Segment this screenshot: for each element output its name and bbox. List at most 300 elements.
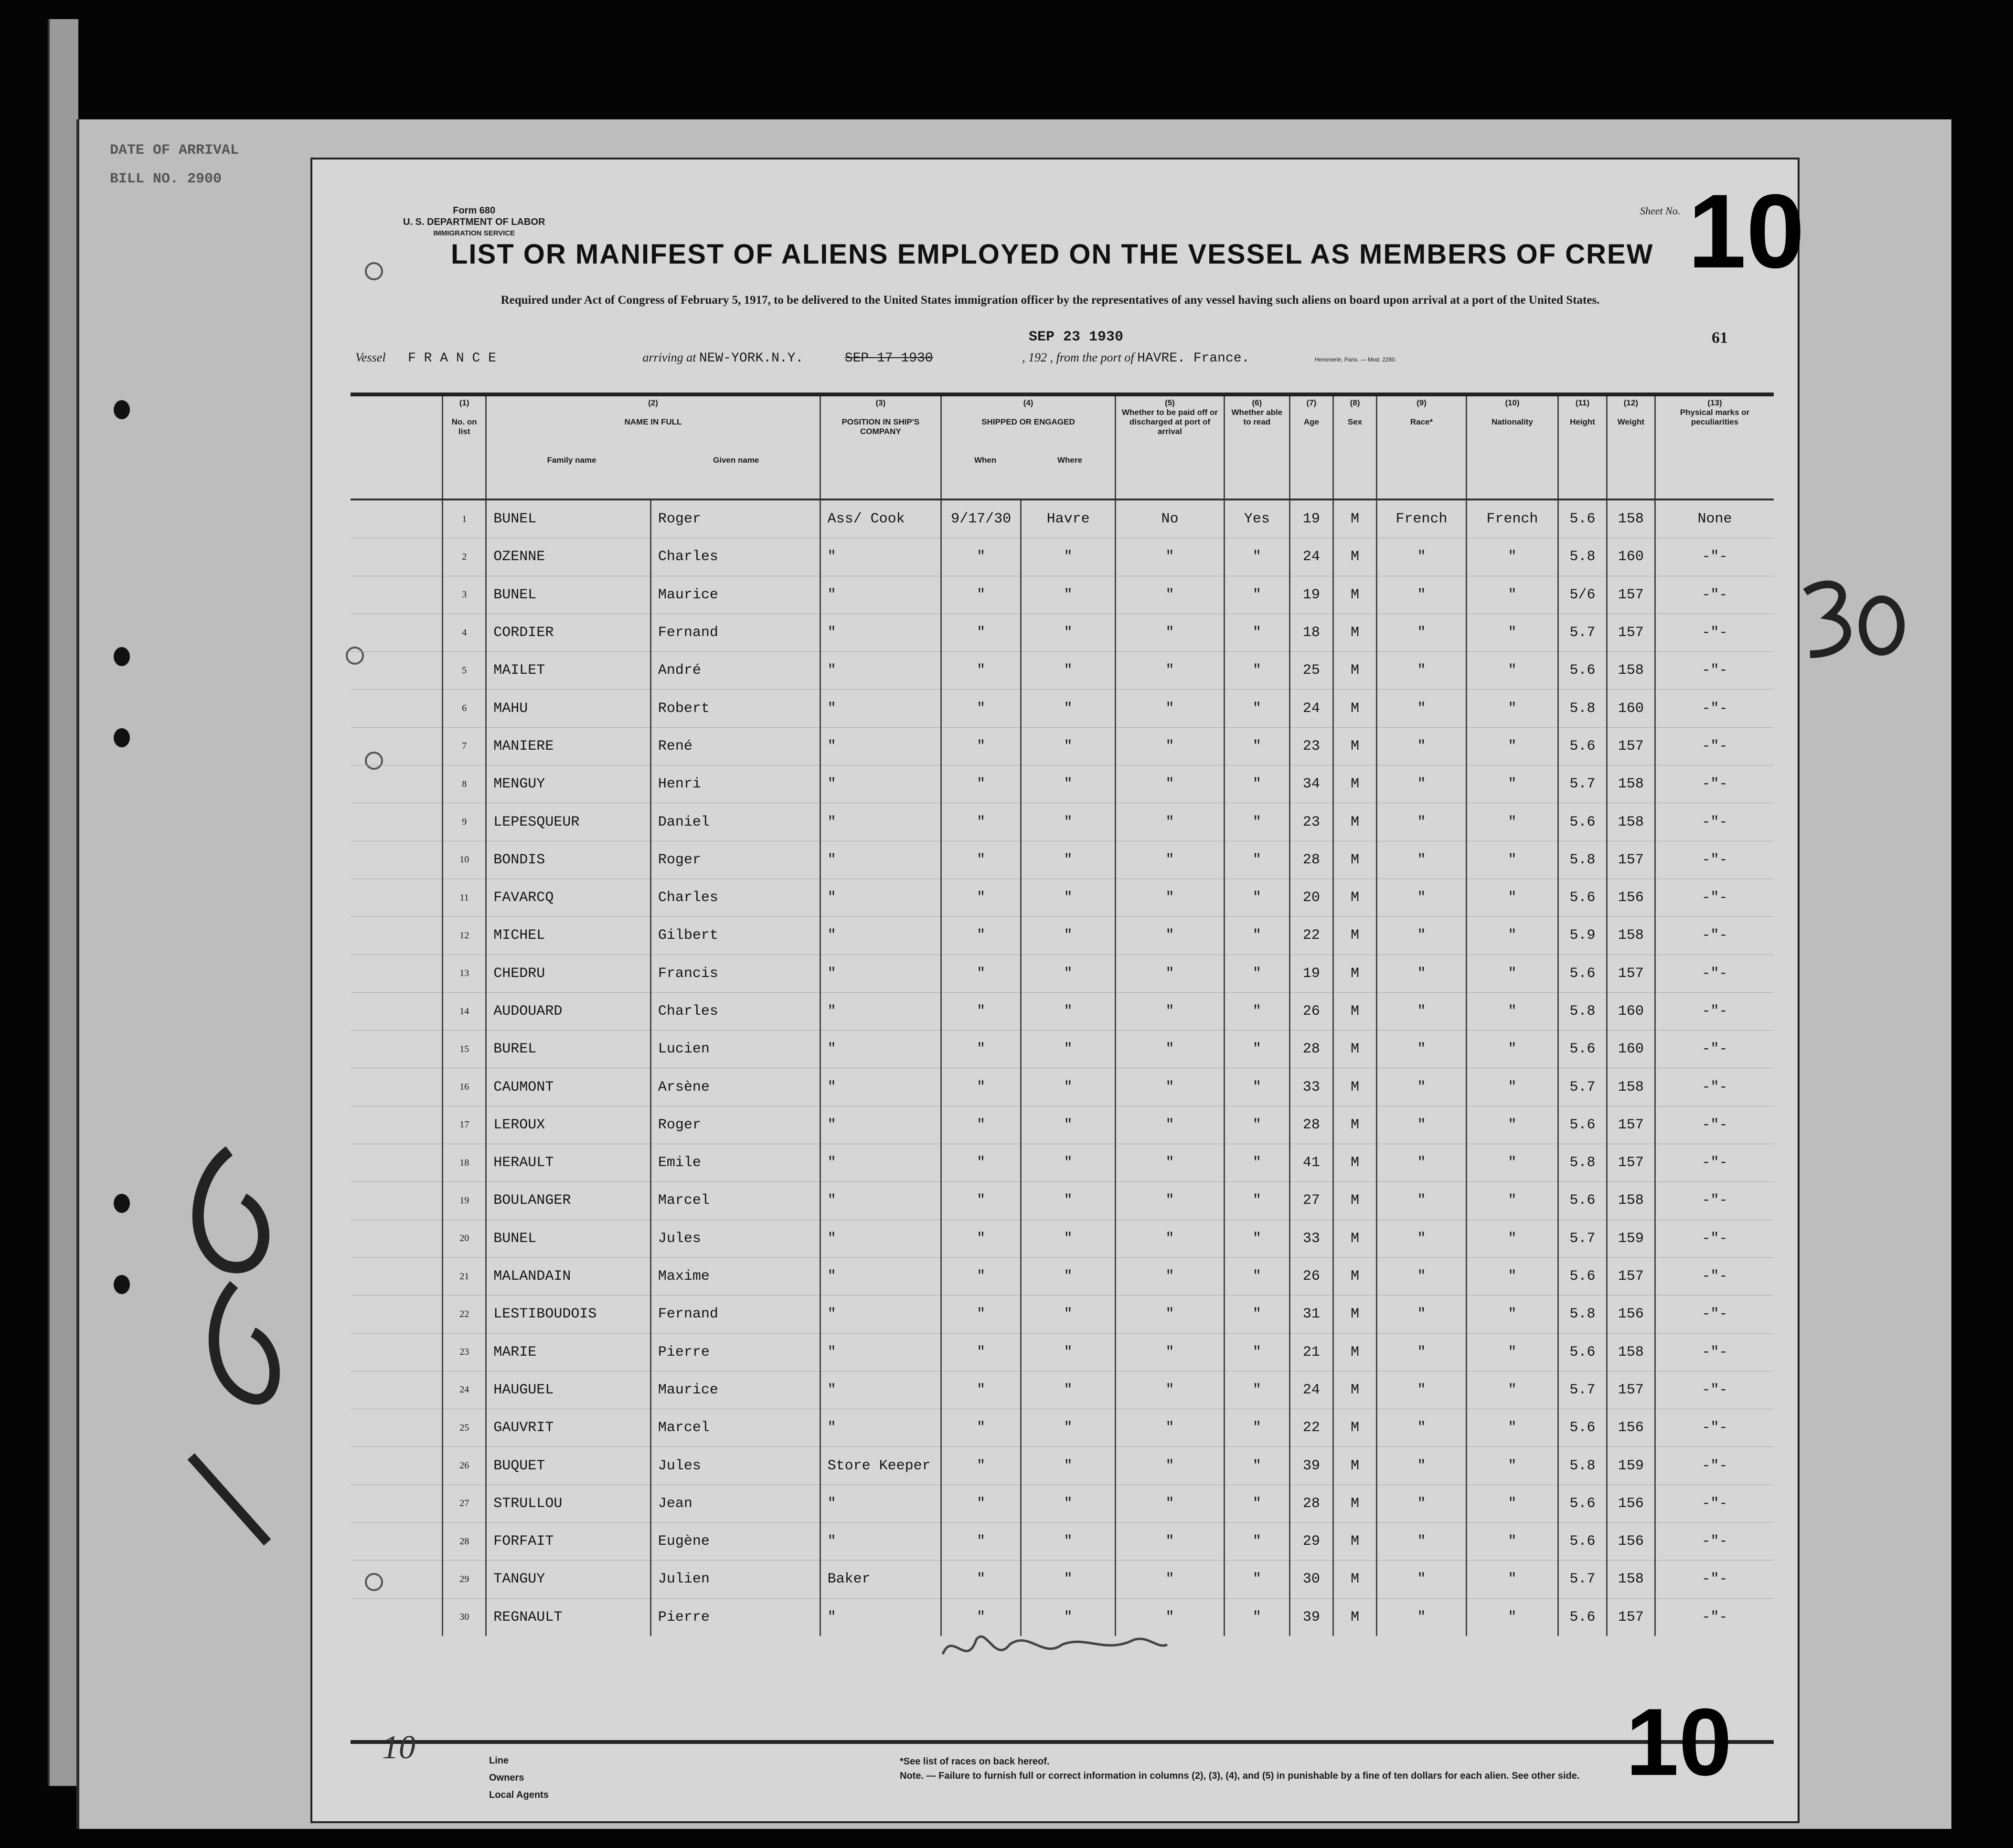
cell-weight: 159 <box>1607 1447 1655 1485</box>
col-header-shipped: (4) SHIPPED OR ENGAGED When Where <box>941 394 1116 499</box>
cell-sex: M <box>1333 690 1377 727</box>
cell-race: " <box>1377 1333 1467 1371</box>
cell-age: 20 <box>1289 879 1333 916</box>
cell-weight: 158 <box>1607 917 1655 955</box>
cell-no: 24 <box>443 1371 486 1409</box>
cell-paid: " <box>1115 1257 1224 1295</box>
cell-nationality: " <box>1466 1106 1558 1144</box>
row-margin <box>351 1144 443 1182</box>
cell-weight: 160 <box>1607 1030 1655 1068</box>
table-row <box>351 1144 1774 1182</box>
cell-height: 5.6 <box>1558 879 1607 916</box>
cell-race: " <box>1377 1144 1467 1182</box>
row-margin <box>351 1220 443 1257</box>
cell-height: 5.6 <box>1558 652 1607 690</box>
cell-nationality: " <box>1466 803 1558 841</box>
cell-where: " <box>1021 992 1116 1030</box>
cell-height: 5.7 <box>1558 765 1607 803</box>
cell-race: " <box>1377 879 1467 916</box>
cell-paid: " <box>1115 1333 1224 1371</box>
cell-age: 30 <box>1289 1561 1333 1598</box>
cell-where: " <box>1021 1144 1116 1182</box>
cell-given: Arsène <box>650 1068 820 1106</box>
cell-position: Baker <box>820 1561 941 1598</box>
cell-where: " <box>1021 917 1116 955</box>
cell-position: " <box>820 765 941 803</box>
cell-where: " <box>1021 841 1116 879</box>
row-margin <box>351 1030 443 1068</box>
printer-mark: Hemmerlé, Paris. — Mod. 2280. <box>1314 356 1397 363</box>
col-header-where: Where <box>1057 456 1083 465</box>
cell-position: " <box>820 1409 941 1447</box>
cell-marks: -"- <box>1655 1030 1774 1068</box>
cell-age: 24 <box>1289 538 1333 576</box>
cell-race: " <box>1377 1182 1467 1220</box>
cell-weight: 156 <box>1607 1485 1655 1522</box>
cell-family: AUDOUARD <box>486 992 651 1030</box>
cell-when: " <box>941 1485 1021 1522</box>
cell-when: " <box>941 1144 1021 1182</box>
cell-family: LESTIBOUDOIS <box>486 1296 651 1333</box>
cell-read: Yes <box>1224 499 1289 538</box>
row-margin <box>351 803 443 841</box>
cell-read: " <box>1224 1182 1289 1220</box>
cell-where: " <box>1021 1220 1116 1257</box>
cell-no: 30 <box>443 1598 486 1636</box>
cell-race: " <box>1377 1068 1467 1106</box>
cell-nationality: French <box>1466 499 1558 538</box>
vessel-line <box>355 350 1396 366</box>
cell-no: 20 <box>443 1220 486 1257</box>
col-header-given: Given name <box>713 456 759 465</box>
cell-paid: " <box>1115 1106 1224 1144</box>
table-row <box>351 1106 1774 1144</box>
cell-age: 19 <box>1289 955 1333 992</box>
cell-age: 21 <box>1289 1333 1333 1371</box>
binder-hole <box>114 1194 130 1213</box>
cell-position: " <box>820 1220 941 1257</box>
cell-read: " <box>1224 614 1289 651</box>
cell-when: " <box>941 1220 1021 1257</box>
cell-paid: " <box>1115 1030 1224 1068</box>
cell-sex: M <box>1333 1561 1377 1598</box>
row-margin <box>351 1296 443 1333</box>
row-margin <box>351 1257 443 1295</box>
cell-read: " <box>1224 1409 1289 1447</box>
cell-weight: 156 <box>1607 1409 1655 1447</box>
col-header-no: (1) No. on list <box>443 394 486 499</box>
cell-weight: 157 <box>1607 1257 1655 1295</box>
cell-family: BUNEL <box>486 499 651 538</box>
cell-no: 28 <box>443 1523 486 1561</box>
col-header-sex: (8) Sex <box>1333 394 1377 499</box>
cell-sex: M <box>1333 576 1377 614</box>
inspector-signature <box>933 1621 1172 1678</box>
cell-position: " <box>820 1257 941 1295</box>
form-number: Form 680 <box>453 205 496 216</box>
cell-paid: " <box>1115 1068 1224 1106</box>
cell-given: Jean <box>650 1485 820 1522</box>
cell-weight: 157 <box>1607 727 1655 765</box>
row-margin <box>351 1409 443 1447</box>
cell-when: " <box>941 917 1021 955</box>
cell-weight: 158 <box>1607 652 1655 690</box>
cell-height: 5.8 <box>1558 538 1607 576</box>
cell-family: MICHEL <box>486 917 651 955</box>
cell-position: Store Keeper <box>820 1447 941 1485</box>
cell-weight: 158 <box>1607 1182 1655 1220</box>
cell-paid: " <box>1115 1409 1224 1447</box>
cell-given: Henri <box>650 765 820 803</box>
struck-date: SEP 17 1930 <box>844 351 933 366</box>
cell-no: 17 <box>443 1106 486 1144</box>
cell-marks: -"- <box>1655 1144 1774 1182</box>
cell-family: MAHU <box>486 690 651 727</box>
handwritten-page-number: 10 <box>382 1729 415 1766</box>
cell-nationality: " <box>1466 1561 1558 1598</box>
cell-family: BUQUET <box>486 1447 651 1485</box>
cell-given: René <box>650 727 820 765</box>
cell-where: " <box>1021 1485 1116 1522</box>
cell-sex: M <box>1333 1296 1377 1333</box>
cell-marks: -"- <box>1655 652 1774 690</box>
cell-when: " <box>941 1447 1021 1485</box>
cell-age: 39 <box>1289 1598 1333 1636</box>
sheet-number: 10 <box>1688 172 1805 290</box>
from-port: HAVRE. France. <box>1137 351 1250 366</box>
cell-where: " <box>1021 727 1116 765</box>
cell-given: Jules <box>650 1447 820 1485</box>
cell-weight: 156 <box>1607 1523 1655 1561</box>
cell-where: " <box>1021 1598 1116 1636</box>
cell-sex: M <box>1333 1371 1377 1409</box>
footer-rule <box>351 1740 1774 1744</box>
fine-note: Note. — Failure to furnish full or correct information in columns (2), (3), (4), and (5) in punishable by a fine of ten dollars for each alien. See other side. <box>900 1771 1580 1781</box>
footer-notes <box>900 1754 1580 1783</box>
punch-ring <box>365 262 383 280</box>
cell-read: " <box>1224 1144 1289 1182</box>
cell-when: " <box>941 765 1021 803</box>
cell-family: CHEDRU <box>486 955 651 992</box>
footer-line-label: Line <box>489 1755 509 1766</box>
cell-marks: -"- <box>1655 1523 1774 1561</box>
table-row <box>351 803 1774 841</box>
cell-age: 24 <box>1289 690 1333 727</box>
cell-where: " <box>1021 1523 1116 1561</box>
cell-position: " <box>820 727 941 765</box>
cell-nationality: " <box>1466 1182 1558 1220</box>
col-header-paid: (5) Whether to be paid off or discharged at port of arrival <box>1115 394 1224 499</box>
cell-read: " <box>1224 1296 1289 1333</box>
cell-marks: -"- <box>1655 803 1774 841</box>
cell-sex: M <box>1333 955 1377 992</box>
cell-weight: 158 <box>1607 1561 1655 1598</box>
cell-read: " <box>1224 1598 1289 1636</box>
cell-no: 10 <box>443 841 486 879</box>
cell-marks: -"- <box>1655 727 1774 765</box>
cell-family: MANIERE <box>486 727 651 765</box>
cell-nationality: " <box>1466 1523 1558 1561</box>
table-row <box>351 1523 1774 1561</box>
cell-paid: " <box>1115 727 1224 765</box>
cell-paid: No <box>1115 499 1224 538</box>
cell-where: " <box>1021 690 1116 727</box>
cell-age: 33 <box>1289 1068 1333 1106</box>
cell-no: 27 <box>443 1485 486 1522</box>
table-row <box>351 1296 1774 1333</box>
cell-where: " <box>1021 1030 1116 1068</box>
cell-marks: -"- <box>1655 1220 1774 1257</box>
cell-age: 25 <box>1289 652 1333 690</box>
cell-family: BOULANGER <box>486 1182 651 1220</box>
cell-no: 13 <box>443 955 486 992</box>
cell-age: 28 <box>1289 1106 1333 1144</box>
cell-nationality: " <box>1466 1447 1558 1485</box>
cell-when: " <box>941 879 1021 916</box>
cell-given: Pierre <box>650 1333 820 1371</box>
cell-age: 29 <box>1289 1523 1333 1561</box>
table-row <box>351 955 1774 992</box>
row-margin <box>351 727 443 765</box>
cell-read: " <box>1224 1220 1289 1257</box>
row-margin <box>351 765 443 803</box>
cell-no: 12 <box>443 917 486 955</box>
cell-paid: " <box>1115 690 1224 727</box>
cell-family: GAUVRIT <box>486 1409 651 1447</box>
cell-race: " <box>1377 992 1467 1030</box>
cell-sex: M <box>1333 1144 1377 1182</box>
cell-paid: " <box>1115 841 1224 879</box>
cell-age: 41 <box>1289 1144 1333 1182</box>
cell-given: André <box>650 652 820 690</box>
cell-family: BUNEL <box>486 1220 651 1257</box>
cell-race: " <box>1377 614 1467 651</box>
cell-where: " <box>1021 1409 1116 1447</box>
table-row <box>351 1257 1774 1295</box>
cell-nationality: " <box>1466 1485 1558 1522</box>
back-sheet-header <box>110 136 239 193</box>
cell-where: " <box>1021 614 1116 651</box>
cell-height: 5.6 <box>1558 1106 1607 1144</box>
cell-weight: 156 <box>1607 1296 1655 1333</box>
cell-nationality: " <box>1466 879 1558 916</box>
cell-age: 19 <box>1289 576 1333 614</box>
cell-no: 19 <box>443 1182 486 1220</box>
cell-sex: M <box>1333 1257 1377 1295</box>
cell-age: 23 <box>1289 727 1333 765</box>
cell-position: Ass/ Cook <box>820 499 941 538</box>
cell-nationality: " <box>1466 1144 1558 1182</box>
cell-height: 5.7 <box>1558 614 1607 651</box>
cell-where: Havre <box>1021 499 1116 538</box>
cell-paid: " <box>1115 1182 1224 1220</box>
cell-nationality: " <box>1466 1598 1558 1636</box>
cell-family: MAILET <box>486 652 651 690</box>
cell-height: 5.7 <box>1558 1371 1607 1409</box>
cell-paid: " <box>1115 576 1224 614</box>
cell-marks: -"- <box>1655 841 1774 879</box>
cell-sex: M <box>1333 917 1377 955</box>
cell-sex: M <box>1333 727 1377 765</box>
row-margin <box>351 879 443 916</box>
cell-height: 5.9 <box>1558 917 1607 955</box>
cell-race: " <box>1377 1257 1467 1295</box>
cell-race: " <box>1377 727 1467 765</box>
back-sheet-strip <box>48 19 78 1786</box>
cell-marks: -"- <box>1655 1257 1774 1295</box>
cell-marks: -"- <box>1655 576 1774 614</box>
table-row <box>351 538 1774 576</box>
table-row <box>351 576 1774 614</box>
cell-age: 22 <box>1289 1409 1333 1447</box>
cell-nationality: " <box>1466 652 1558 690</box>
cell-race: " <box>1377 538 1467 576</box>
cell-race: " <box>1377 1371 1467 1409</box>
manifest-title: LIST OR MANIFEST OF ALIENS EMPLOYED ON THE VESSEL AS MEMBERS OF CREW <box>451 239 1654 270</box>
vessel-label: Vessel <box>355 350 386 364</box>
table-row <box>351 727 1774 765</box>
cell-when: " <box>941 1371 1021 1409</box>
cell-when: " <box>941 1182 1021 1220</box>
cell-sex: M <box>1333 1409 1377 1447</box>
table-row <box>351 1447 1774 1485</box>
cell-weight: 157 <box>1607 1144 1655 1182</box>
cell-read: " <box>1224 1485 1289 1522</box>
table-row <box>351 879 1774 916</box>
cell-sex: M <box>1333 1182 1377 1220</box>
cell-race: " <box>1377 917 1467 955</box>
col-header-weight: (12) Weight <box>1607 394 1655 499</box>
cell-race: " <box>1377 1598 1467 1636</box>
cell-sex: M <box>1333 1030 1377 1068</box>
cell-height: 5.8 <box>1558 841 1607 879</box>
table-row <box>351 1561 1774 1598</box>
row-margin <box>351 1485 443 1522</box>
cell-where: " <box>1021 955 1116 992</box>
cell-no: 21 <box>443 1257 486 1295</box>
footer-labels <box>489 1752 549 1804</box>
cell-where: " <box>1021 1296 1116 1333</box>
cell-family: BUNEL <box>486 576 651 614</box>
cell-marks: -"- <box>1655 917 1774 955</box>
table-row <box>351 614 1774 651</box>
cell-height: 5.6 <box>1558 1523 1607 1561</box>
cell-given: Emile <box>650 1144 820 1182</box>
table-row <box>351 1030 1774 1068</box>
cell-read: " <box>1224 955 1289 992</box>
cell-sex: M <box>1333 879 1377 916</box>
cell-sex: M <box>1333 1447 1377 1485</box>
cell-height: 5.6 <box>1558 1485 1607 1522</box>
cell-marks: -"- <box>1655 1333 1774 1371</box>
cell-family: BONDIS <box>486 841 651 879</box>
cell-read: " <box>1224 652 1289 690</box>
cell-nationality: " <box>1466 727 1558 765</box>
cell-read: " <box>1224 727 1289 765</box>
cell-race: " <box>1377 1106 1467 1144</box>
col-header-nationality: (10) Nationality <box>1466 394 1558 499</box>
cell-when: " <box>941 803 1021 841</box>
cell-height: 5.6 <box>1558 1409 1607 1447</box>
cell-no: 5 <box>443 652 486 690</box>
cell-sex: M <box>1333 538 1377 576</box>
cell-position: " <box>820 1333 941 1371</box>
cell-when: " <box>941 1598 1021 1636</box>
cell-nationality: " <box>1466 1220 1558 1257</box>
cell-race: " <box>1377 690 1467 727</box>
cell-nationality: " <box>1466 765 1558 803</box>
cell-nationality: " <box>1466 1257 1558 1295</box>
cell-paid: " <box>1115 1220 1224 1257</box>
cell-paid: " <box>1115 1523 1224 1561</box>
cell-weight: 158 <box>1607 1068 1655 1106</box>
cell-family: CORDIER <box>486 614 651 651</box>
back-label-bill: BILL NO. 2900 <box>110 171 222 187</box>
cell-family: REGNAULT <box>486 1598 651 1636</box>
row-margin <box>351 499 443 538</box>
row-margin <box>351 1561 443 1598</box>
cell-position: " <box>820 690 941 727</box>
cell-given: Roger <box>650 841 820 879</box>
cell-where: " <box>1021 765 1116 803</box>
cell-family: BUREL <box>486 1030 651 1068</box>
cell-sex: M <box>1333 614 1377 651</box>
cell-nationality: " <box>1466 917 1558 955</box>
cell-where: " <box>1021 803 1116 841</box>
cell-family: LEPESQUEUR <box>486 803 651 841</box>
table-row <box>351 1220 1774 1257</box>
cell-position: " <box>820 1068 941 1106</box>
cell-marks: -"- <box>1655 1409 1774 1447</box>
cell-marks: -"- <box>1655 955 1774 992</box>
cell-height: 5.7 <box>1558 1068 1607 1106</box>
cell-given: Marcel <box>650 1182 820 1220</box>
row-margin <box>351 1523 443 1561</box>
cell-position: " <box>820 1106 941 1144</box>
row-margin <box>351 538 443 576</box>
cell-nationality: " <box>1466 538 1558 576</box>
cell-read: " <box>1224 1333 1289 1371</box>
cell-weight: 158 <box>1607 499 1655 538</box>
row-margin <box>351 955 443 992</box>
row-margin <box>351 614 443 651</box>
races-note: *See list of races on back hereof. <box>900 1756 1050 1767</box>
cell-race: " <box>1377 1220 1467 1257</box>
row-margin <box>351 690 443 727</box>
cell-height: 5/6 <box>1558 576 1607 614</box>
cell-nationality: " <box>1466 576 1558 614</box>
cell-family: MARIE <box>486 1333 651 1371</box>
cell-read: " <box>1224 841 1289 879</box>
cell-no: 22 <box>443 1296 486 1333</box>
cell-where: " <box>1021 652 1116 690</box>
cell-age: 24 <box>1289 1371 1333 1409</box>
cell-given: Jules <box>650 1220 820 1257</box>
cell-height: 5.8 <box>1558 690 1607 727</box>
cell-position: " <box>820 614 941 651</box>
cell-position: " <box>820 538 941 576</box>
cell-position: " <box>820 576 941 614</box>
cell-read: " <box>1224 1561 1289 1598</box>
cell-where: " <box>1021 576 1116 614</box>
col-header-race: (9) Race* <box>1377 394 1467 499</box>
cell-marks: -"- <box>1655 614 1774 651</box>
cell-marks: -"- <box>1655 690 1774 727</box>
cell-given: Lucien <box>650 1030 820 1068</box>
row-margin <box>351 1182 443 1220</box>
cell-sex: M <box>1333 1485 1377 1522</box>
cell-paid: " <box>1115 1447 1224 1485</box>
